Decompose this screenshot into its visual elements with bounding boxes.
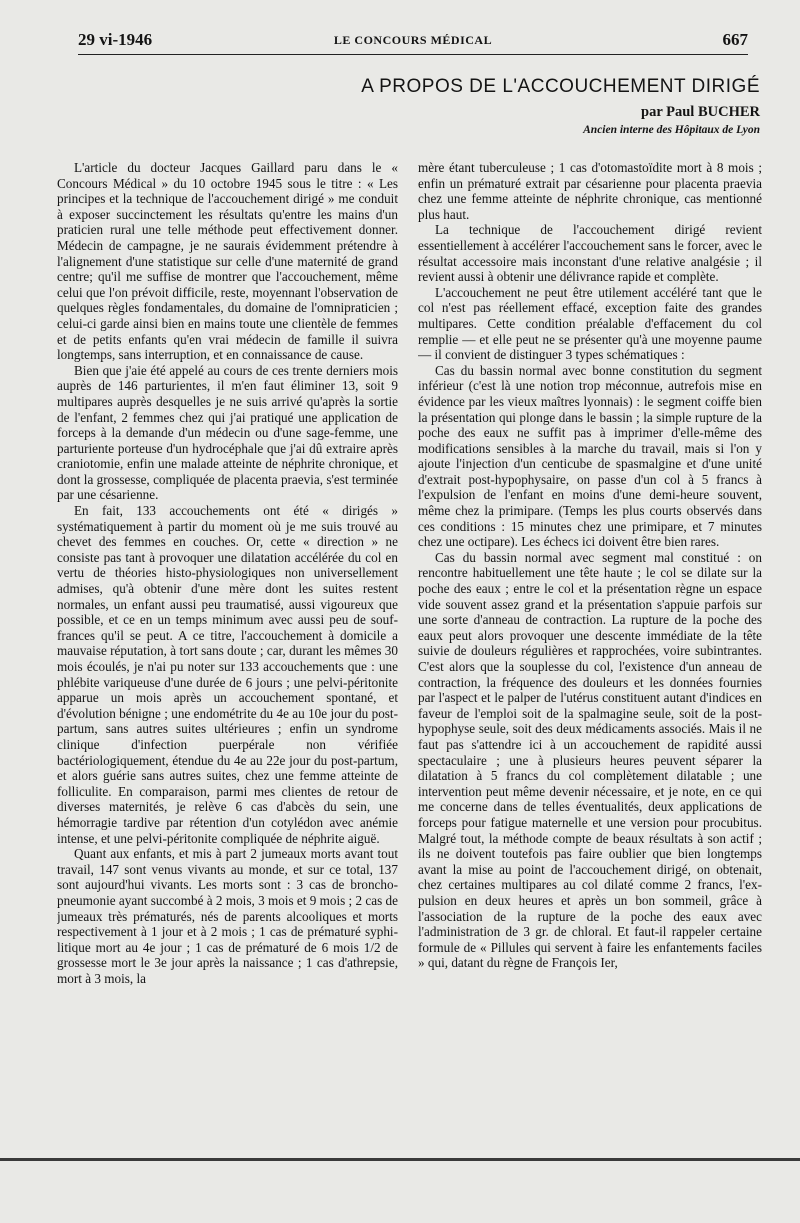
paragraph: Bien que j'aie été appelé au cours de ces trente derniers mois auprès de 146 parturientes, il m'en faut éliminer 13, soit 9 multipares auprès desquelles je ne suis arrivé qu'après la sortie de l'enfant, 2 femmes chez qui j'ai pratiqué une application de forceps à la demande d'un médecin ou d'une sage-femme, une parturiente porteuse d'un hydrocéphale que j'ai dû extraire après craniotomie, enfin une malade atteinte de néphrite chronique, et dont la grossesse, compliquée de placenta praevia, s'est terminée par une césarienne. <box>57 362 398 503</box>
author-affiliation: Ancien interne des Hôpitaux de Lyon <box>583 124 760 136</box>
article-title: A PROPOS DE L'ACCOUCHEMENT DIRIGÉ <box>361 76 760 97</box>
paragraph: La technique de l'accouchement dirigé revient essentiellement à accélérer l'accouchement sans le forcer, avec le résultat accessoire mais inconstant d'une relative analgésie ; il revient aussi à obtenir une délivrance rapide et complète. <box>418 222 762 285</box>
page-number: 667 <box>722 30 748 49</box>
paragraph: Cas du bassin normal avec bonne constitution du segment inférieur (c'est là une notion trop méconnue, autrefois mise en évidence par les vieux maîtres lyonnais) : le segment coiffe bien la présentation qui plonge dans le bassin ; la simple rupture de la poche des eaux ne suffit pas à imprimer d'elle-même des modifications sensibles à la marche du travail, mais si l'on y ajoute l'injection d'un centicube de spasmalgine et d'une unité d'extrait post-hypophysaire, on passe d'un col à 5 francs à l'expulsion de l'enfant en moins d'une demi-heure souvent, même chez la primipare. (Temps les plus courts observés dans ces conditions : 15 minutes chez une primipare, et 7 minutes chez une octipare). Les échecs ici doivent être bien rares. <box>418 362 762 550</box>
issue-date: 29 vi-1946 <box>78 30 153 49</box>
paragraph: L'accouchement ne peut être utilement accéléré tant que le col n'est pas réellement effacé, exception faite des grandes multipares. Cette condition préalable d'effacement du col remplie — et elle peut ne se présenter qu'à une moyenne paume — il convient de distinguer 3 types schématiques : <box>418 284 762 363</box>
paragraph: Quant aux enfants, et mis à part 2 jumeaux morts avant tout travail, 147 sont venus vivants au monde, et sur ce total, 137 sont aujourd'hui vivants. Les morts sont : 3 cas de broncho-pneumonie ayant succombé à 2 mois, 3 mois et 9 mois ; 2 cas de jumeaux très prématurés, nés de parents alcooliques et morts respectivement à 1 jour et à 2 mois ; 1 cas de prématuré syphilitique mort au 4e jour ; 1 cas de prématuré de 6 mois 1/2 de grossesse mort le 3e jour après la naissance ; 1 cas d'athrepsie, mort à 3 mois, la <box>57 846 398 986</box>
journal-name: LE CONCOURS MÉDICAL <box>333 33 493 47</box>
paragraph: L'article du docteur Jacques Gaillard paru dans le « Concours Médical » du 10 octobre 1945 sous le titre : « Les principes et la technique de l'accouchement dirigé » me conduit à exposer succinctement les résultats qu'entre les mains d'un praticien rural une telle méthode peut effectivement donner. Médecin de campagne, je ne saurais évidemment prétendre à l'alignement d'une statistique sur celle d'une maternité de grand centre; qu'il me suffise de montrer que l'accouchement, même celui que l'on prévoit difficile, reste, moyennant l'observation de quelques règles fondamentales, du domaine de l'omnipraticien ; celui-ci garde ainsi bien en mains toute une clientèle de femmes et de petits enfants qu'en vrai médecin de famille il suivra longtemps, sans interruption, et en connaissance de cause. <box>57 160 398 363</box>
running-header <box>78 30 748 55</box>
right-column <box>418 160 762 1160</box>
paragraph-continued: mère étant tuberculeuse ; 1 cas d'otomastoïdite mort à 8 mois ; enfin un prématuré extrait par césarienne pour placenta praevia chez une femme atteinte de néphrite chronique, cas mentionné plus haut. <box>418 160 762 222</box>
bottom-rule <box>0 1158 800 1161</box>
paragraph: Cas du bassin normal avec segment mal constitué : on rencontre habituellement une tête haute ; le col se dilate sur la poche des eaux ; entre le col et la présentation règne un espace vide souvent assez grand et la présentation s'appuie parfois sur une sorte d'anneau de contraction. La rupture de la poche des eaux peut alors provoquer une descente immédiate de la tête suivie de douleurs régulières et rapprochées, voire subintrantes. C'est alors que la souplesse du col, l'existence d'un anneau de contraction, la fréquence des douleurs et les données fournies par l'aspect et le palper de l'utérus constituent autant d'indices en faveur de l'emploi soit de la spalmagine seule, soit de la post-hypophyse seule, soit des deux médicaments associés. Mais il ne faut pas s'attendre ici à un accouchement de rapidité aussi spectaculaire ; une à plusieurs heures peuvent séparer la dilatation à 5 francs du col complètement dilatable ; une intervention peut même devenir nécessaire, et je note, en ce qui me concerne dans de telles éventualités, deux applications de forceps pour fatigue maternelle et une version pour procubitus. Malgré tout, la méthode compte de beaux résultats à son actif ; ils ne doivent toutefois pas faire oublier que bien longtemps avant la mise au point de l'accouchement dirigé, on obtenait, chez certaines multipares au col dilaté comme 2 francs, l'expulsion en deux heures et après un bon sommeil, grâce à l'association de la rupture de la poche des eaux avec l'administration de 3 gr. de chloral. Et faut-il rappeler certaine formule de « Pillules qui servent à faire les enfantements faciles » qui, datant du règne de François Ier, <box>418 549 762 971</box>
article-author: par Paul BUCHER <box>641 104 760 120</box>
paragraph: En fait, 133 accouchements ont été « dirigés » systématiquement à partir du moment où je me suis trouvé au chevet des femmes en couches. Or, cette « direction » ne consiste pas tant à provoquer une dilatation accélérée du col en vertu de théories histo-physiologiques non universellement admises, qu'à obtenir d'une mère dont les suites restent normales, un enfant aussi peu traumatisé, aussi vigoureux que possible, et ce en un temps minimum avec aussi peu de souffrances qu'il se peut. A ce titre, l'accouchement à domicile a mauvaise réputation, à tort sans doute ; car, durant les mêmes 30 mois écoulés, je n'ai pu noter sur 133 accouchements que : une phlébite variqueuse d'une durée de 6 jours ; une pelvi-péritonite apparue un mois après un accouchement spontané, et d'évolution bénigne ; une endométrite du 4e au 10e jour du post-partum, sans autres suites ultérieures ; enfin un syndrome clinique d'infection puerpérale non vérifiée bactériologiquement, étendue du 4e au 22e jour du post-partum, et alors guérie sans autres suites, chez une femme atteinte de folliculite. En comparaison, parmi mes clientes de retour de diverses maternités, je relève 6 cas d'abcès du sein, une hémorragie tardive par rétention d'un cotylédon avec anémie intense, et une pelvi-péritonite compliquée de néphrite aiguë. <box>57 503 398 846</box>
left-column <box>57 160 398 1160</box>
